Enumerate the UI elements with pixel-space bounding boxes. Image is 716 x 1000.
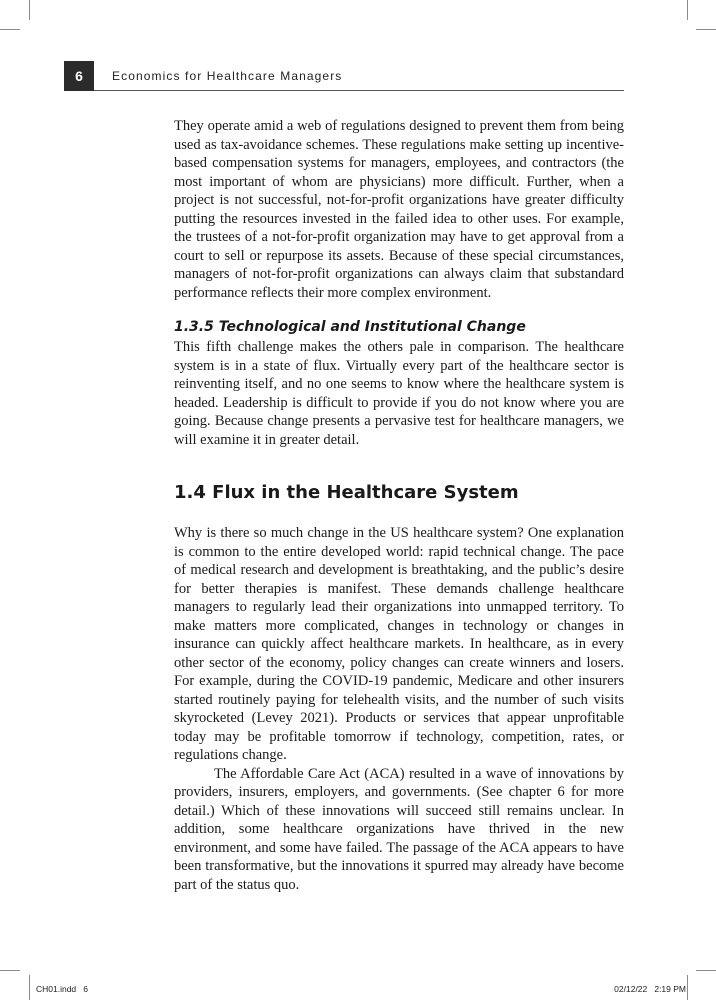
intro-text-block bbox=[174, 117, 624, 302]
crop-mark-top-right bbox=[687, 0, 688, 20]
subsection-text-block bbox=[174, 338, 624, 449]
crop-mark-bottom-right bbox=[687, 975, 688, 1000]
print-timestamp: 02/12/22 2:19 PM bbox=[614, 984, 686, 994]
crop-mark-top-left-h bbox=[0, 29, 20, 30]
crop-mark-top-right-h bbox=[696, 29, 716, 30]
page-number: 6 bbox=[64, 61, 94, 91]
crop-mark-top-left bbox=[29, 0, 30, 20]
file-slug: CH01.indd 6 bbox=[36, 984, 88, 994]
intro-paragraph: They operate amid a web of regulations designed to prevent them from being used as tax-avoidance schemes. These regulations make setting up incentive-based compensation systems for managers, employees, and contractors (the most important of whom are physicians) more difficult. Further, when a project is not successful, not-for-profit organizations have greater difficulty putting the resources invested in the failed idea to other uses. For example, the trustees of a not-for-profit organization may have to get approval from a court to sell or repurpose its assets. Because of these special circumstances, managers of not-for-profit organizations can always claim that substandard performance reflects their more complex environment. bbox=[174, 118, 624, 301]
section-paragraph-2: The Affordable Care Act (ACA) resulted in a wave of innovations by providers, insurers, employers, and governments. (See chapter 6 for more detail.) Which of these innovations will succeed still remains unclear. In addition, some healthcare organizations have thrived in the new environment, and some have failed. The passage of the ACA appears to have been transformative, but the innovations it spurred may already have become part of the status quo. bbox=[174, 765, 624, 893]
subsection-title: 1.3.5 Technological and Institutional Change bbox=[174, 319, 526, 335]
section-text-block bbox=[174, 524, 624, 894]
header-rule bbox=[94, 90, 624, 91]
running-title: Economics for Healthcare Managers bbox=[112, 69, 343, 83]
crop-mark-bottom-left bbox=[29, 975, 30, 1000]
crop-mark-bottom-right-h bbox=[696, 970, 716, 971]
subsection-paragraph: This fifth challenge makes the others pale in comparison. The healthcare system is in a state of flux. Virtually every part of the healthcare sector is reinventing itself, and no one seems to know where the healthcare system is headed. Leadership is difficult to provide if you do not know where you are going. Because change presents a pervasive test for healthcare managers, we will examine it in greater detail. bbox=[174, 339, 624, 448]
section-title: 1.4 Flux in the Healthcare System bbox=[174, 482, 519, 503]
section-paragraph-1: Why is there so much change in the US healthcare system? One explanation is common to the entire developed world: rapid technical change. The pace of medical research and development is breathtaking, and the public’s desire for better therapies is manifest. These demands challenge healthcare managers to regularly lead their organizations into unmapped territory. To make matters more complicated, changes in technology or changes in insurance can quickly affect healthcare markets. In healthcare, as in every other sector of the economy, policy changes can create winners and losers. For example, during the COVID-19 pandemic, Medicare and other insurers started routinely paying for telehealth visits, and the number of such visits skyrocketed (Levey 2021). Products or services that appear unprofitable today may be profitable tomorrow if technology, competition, rates, or regulations change. bbox=[174, 525, 624, 763]
crop-mark-bottom-left-h bbox=[0, 970, 20, 971]
